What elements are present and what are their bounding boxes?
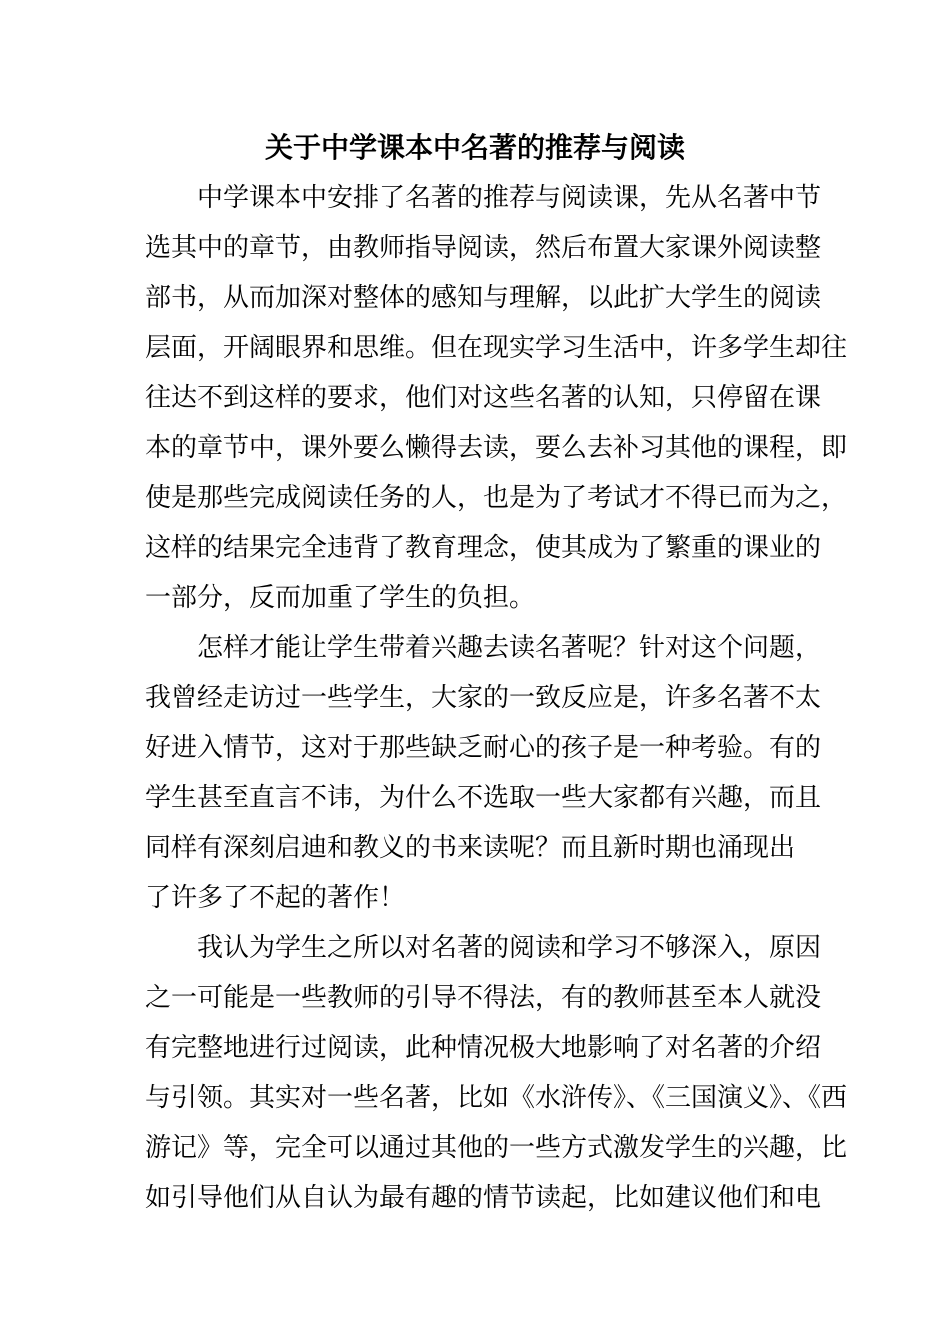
text-line: 游记》等，完全可以通过其他的一些方式激发学生的兴趣，比 (145, 1133, 848, 1163)
text-line: 这样的结果完全违背了教育理念，使其成为了繁重的课业的 (145, 533, 822, 563)
text-line: 一部分，反而加重了学生的负担。 (145, 583, 536, 613)
text-line: 与引领。其实对一些名著，比如《水浒传》、《三国演义》、《西 (145, 1083, 848, 1113)
text-line: 怎样才能让学生带着兴趣去读名著呢？针对这个问题， (197, 633, 822, 663)
text-line: 好进入情节，这对于那些缺乏耐心的孩子是一种考验。有的 (145, 733, 822, 763)
text-line: 同样有深刻启迪和教义的书来读呢？而且新时期也涌现出 (145, 833, 796, 863)
text-line: 往达不到这样的要求，他们对这些名著的认知，只停留在课 (145, 383, 822, 413)
text-line: 我曾经走访过一些学生，大家的一致反应是，许多名著不太 (145, 683, 822, 713)
text-line: 层面，开阔眼界和思维。但在现实学习生活中，许多学生却往 (145, 333, 848, 363)
text-line: 我认为学生之所以对名著的阅读和学习不够深入，原因 (197, 933, 822, 963)
text-line: 本的章节中，课外要么懒得去读，要么去补习其他的课程，即 (145, 433, 848, 463)
document-title: 关于中学课本中名著的推荐与阅读 (264, 131, 685, 164)
text-line: 学生甚至直言不讳，为什么不选取一些大家都有兴趣，而且 (145, 783, 822, 813)
text-line: 选其中的章节，由教师指导阅读，然后布置大家课外阅读整 (145, 233, 822, 263)
text-line: 了许多了不起的著作！ (145, 883, 406, 913)
text-line: 之一可能是一些教师的引导不得法，有的教师甚至本人就没 (145, 983, 822, 1013)
text-line: 有完整地进行过阅读，此种情况极大地影响了对名著的介绍 (145, 1033, 822, 1063)
text-line: 使是那些完成阅读任务的人，也是为了考试才不得已而为之， (145, 483, 848, 513)
text-line: 部书，从而加深对整体的感知与理解，以此扩大学生的阅读 (145, 283, 822, 313)
text-line: 如引导他们从自认为最有趣的情节读起，比如建议他们和电 (145, 1183, 822, 1213)
text-line: 中学课本中安排了名著的推荐与阅读课，先从名著中节 (197, 183, 822, 213)
